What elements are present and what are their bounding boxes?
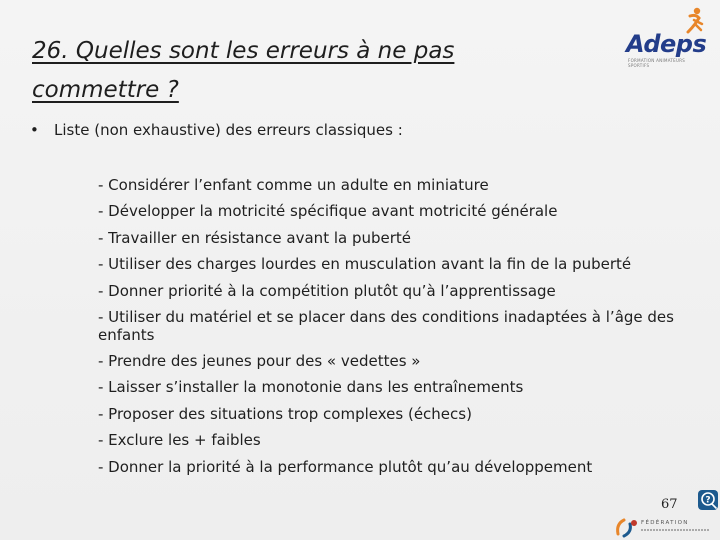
bullet-marker: • [30,121,39,139]
list-item: - Proposer des situations trop complexes (échecs) [98,404,472,423]
slide-title-line-2: commettre ? [32,77,179,103]
logo-text: Adeps [626,30,707,58]
page-number: 67 [661,497,678,512]
intro-line [30,121,403,139]
list-item: - Donner la priorité à la performance plutôt qu’au développement [98,457,593,476]
list-item: - Travailler en résistance avant la puberté [98,228,412,247]
slide-title-line-1: 26. Quelles sont les erreurs à ne pas [32,38,455,64]
error-list [98,172,698,480]
list-item: - Utiliser des charges lourdes en musculation avant la fin de la puberté [98,255,632,274]
list-item: - Laisser s’installer la monotonie dans les entraînements [98,378,524,397]
list-item: - Donner priorité à la compétition plutôt qu’à l’apprentissage [98,281,556,300]
list-item: - Considérer l’enfant comme un adulte en miniature [98,176,489,194]
footer-logo-text: FÉDÉRATION [641,520,689,526]
intro-text: Liste (non exhaustive) des erreurs classiques : [54,121,403,139]
list-item: - Développer la motricité spécifique avant motricité générale [98,202,558,221]
svg-text:?: ? [705,495,711,506]
adeps-logo [622,6,706,70]
help-question-icon[interactable] [697,489,719,511]
list-item: - Prendre des jeunes pour des « vedettes » [98,352,421,371]
federation-logo-icon [612,514,712,540]
list-item: - Exclure les + faibles [98,431,261,450]
slide-title [32,32,512,110]
list-item: - Utiliser du matériel et se placer dans des conditions inadaptées à l’âge des enfants [98,308,674,345]
footer-logo-subtext [641,529,709,531]
logo-subtitle: FORMATION ANIMATEURS SPORTIFS [628,58,686,68]
